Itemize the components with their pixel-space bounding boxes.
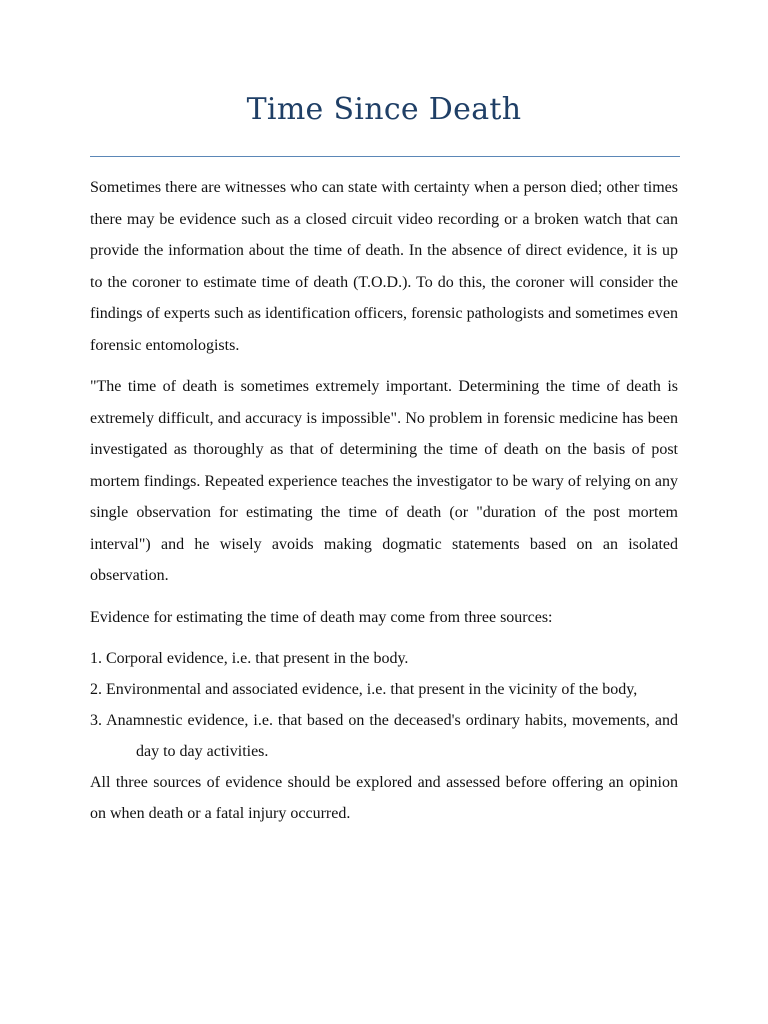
- list-item-text: Anamnestic evidence, i.e. that based on the deceased's ordinary habits, movements, and day to day activities.: [106, 711, 679, 760]
- document-body: [90, 172, 678, 829]
- list-item-text: Environmental and associated evidence, i.e. that present in the vicinity of the body,: [106, 680, 638, 698]
- paragraph-quote: "The time of death is sometimes extremely important. Determining the time of death is extremely difficult, and accuracy is impossible". No problem in forensic medicine has been investigated as thoroughly as that of determining the time of death on the basis of post mortem findings. Repeated experience teaches the investigator to be wary of relying on any single observation for estimating the time of death (or "duration of the post mortem interval") and he wisely avoids making dogmatic statements based on an isolated observation.: [90, 378, 678, 584]
- title-divider: [90, 156, 680, 157]
- list-item-text: Corporal evidence, i.e. that present in the body.: [106, 649, 409, 667]
- evidence-sources-list: [90, 643, 678, 767]
- list-item: [90, 674, 678, 705]
- list-item-number: 1.: [90, 649, 102, 667]
- list-item: [90, 705, 678, 767]
- paragraph-intro: Sometimes there are witnesses who can state with certainty when a person died; other times there may be evidence such as a closed circuit video recording or a broken watch that can provide the information about the time of death. In the absence of direct evidence, it is up to the coroner to estimate time of death (T.O.D.). To do this, the coroner will consider the findings of experts such as identification officers, forensic pathologists and sometimes even forensic entomologists.: [90, 179, 678, 354]
- document-title: Time Since Death: [246, 92, 522, 127]
- list-item-number: 2.: [90, 680, 102, 698]
- list-item: [90, 643, 678, 674]
- list-intro: Evidence for estimating the time of death may come from three sources:: [90, 608, 553, 626]
- list-item-number: 3.: [90, 711, 102, 729]
- paragraph-closing: All three sources of evidence should be explored and assessed before offering an opinion on when death or a fatal injury occurred.: [90, 773, 678, 822]
